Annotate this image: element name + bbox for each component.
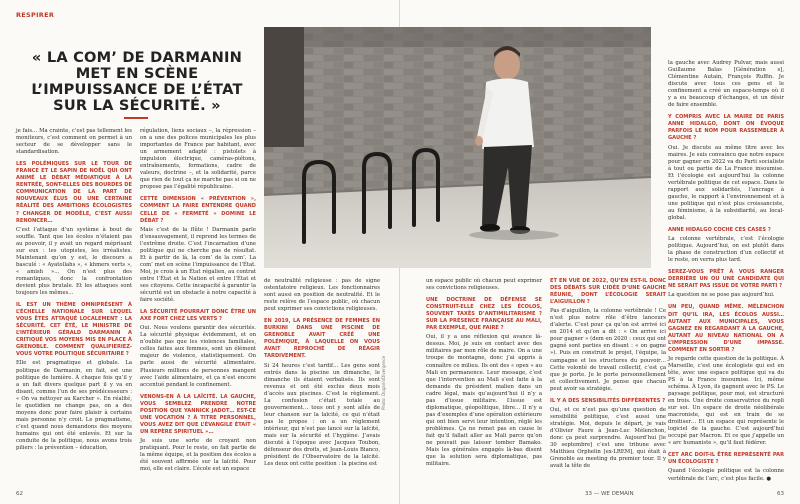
article-column-6 — [668, 60, 784, 483]
article-photo — [264, 27, 651, 268]
interview-question: SEREZ-VOUS PRÊT À VOUS RANGER DERRIÈRE UN OU UNE CANDIDATE QUI NE SERAIT PAS ISSUE DE VOTRE PARTI ? — [668, 269, 784, 290]
pull-quote-rule — [124, 117, 148, 119]
interview-question: EN 2019, LA PRÉSENCE DE FEMMES EN BURKINI DANS UNE PISCINE DE GRENOBLE AVAIT CRÉÉ UNE POLÉMIQUE, À LAQUELLE ON VOUS AVAIT REPROCHÉ DE RÉAGIR TARDIVEMENT. — [264, 318, 380, 360]
interview-question: UNE DOCTRINE DE DÉFENSE SE CONSTRUIT-ELLE CHEZ LES ÉCOLOS, SOUVENT TAXÉS D’ANTIMILITARISME ? SUR LA PRÉSENCE FRANÇAISE AU MALI, PAR EXEMPLE, QUE FAIRE ? — [426, 297, 542, 332]
paragraph: Si 24 heures c’est tardif… Les gens sont entrés dans la piscine un dimanche, le dimanche ils étaient verbalisés. Ils sont revenus et ont été exclus deux mois d’accès aux piscines. C’est le règlement. La confusion c’était totale au gouvernement… tous ont y sont allés de leur chanson sur la laïcité, ce qui n’était pas le propos : on a un règlement intérieur, qui n’est pas lancé sur la laïcité, mais sur la sécurité et l’hygiène. J’avais discuté à l’époque avec Jacques Toubon, défenseur des droits, et Jean-Louis Bianco, président de l’Observatoire de la laïcité. Les deux ont cette position : la piscine est — [264, 362, 380, 468]
article-column-3 — [264, 278, 380, 468]
paragraph: La question ne se pose pas aujourd’hui. — [668, 292, 775, 299]
interview-question: ANNE HIDALGO COCHE CES CASES ? — [668, 227, 771, 234]
page-number-right: 63 — [777, 491, 784, 497]
interview-question: IL EST UN THÈME OMNIPRÉSENT À L’ÉCHELLE NATIONALE SUR LEQUEL VOUS ÊTES ATTAQUÉ LOCALEMENT : LA SÉCURITÉ. CET ÉTÉ, LE MINISTRE DE L’INTÉRIEUR GÉRALD DARMANIN A CRITIQUÉ VOS MOYENS MIS EN PLACE À GRENOBLE. COMMENT QUALIFIERIEZ-VOUS VOTRE POLITIQUE SÉCURITAIRE ? — [16, 302, 132, 358]
paragraph: Oui, il y a une réflexion qui avance là-dessus. Moi, je suis en contact avec des militaires par mon rôle de maire. On a une troupe de montagne, donc j’ai appris à connaître ce milieu. Ils ont des « opex » au Mali en permanence. Leur message, c’est que l’intervention au Mali s’est faite à la demande du président malien dans un cadre légal, mais qu’aujourd’hui il n’y a pas d’issue militaire. L’issue est diplomatique, géopolitique, libre… Il n’y a pas d’exemples d’une opération extérieure qui ont bien servi leur intention, réglé les problèmes. Ça ne remet pas en cause le fait qu’il fallait aller au Mali parce qu’on ne pouvait pas laisser tomber Bamako. Mais les générales engagés là-bas disent que la solution sera diplomatique, pas militaire. — [426, 334, 542, 468]
paragraph: un espace public où chacun peut exprimer ses convictions religieuses. — [426, 278, 542, 292]
paragraph: Je regarde cette question de la politique. À Marseille, c’est une écologiste qui est en tête, avec une espace politique qui va du PS à la France insoumise. Ici, même schéma. À Lyon, ils gagnent avec le PS. Le paysage politique, pour moi, est structuré en trois. Une droite conservatrice du repli sur soi. Un espace de droite néolibérale macroniste, qui est en train de se droitiser… Et un espace qui représente le logiciel de la gauche. C’est aujourd’hui occupé par Macron. Et ce que j’appelle un « arc humaniste », qu’il faut fédérer. — [668, 355, 784, 447]
article-column-2 — [140, 128, 256, 473]
paragraph: Pas d’aiguillon, la colonne vertébrale ! Ce n’est plus notre rôle d’être lanceurs d’alerte. C’est pour ça qu’on est arrivé ici en 2014 et qu’on a dit : « On arrive ici pour gagner » (dem en 2020 : ceux qui ont gagné sont parties en disant : « on gagne »). Puis en construit le projet, l’équipe, la campagne et les structures du pouvoir… Cette volonté de travail collectif, c’est ça que je porte. Je le porte personnellement et collectivement. Je pense que chacun peut avoir sa stratégie. — [550, 308, 666, 392]
section-label: RESPIRER — [16, 11, 55, 19]
photo-man-walking-by-bike-racks — [264, 27, 651, 268]
interview-question: UN PEU, QUAND MÊME. MÉLENCHON DIT QU’IL IRA, LES ÉCOLOS AUSSI… AUTANT AUX MUNICIPALES, VOUS GAGNEZ EN REGARDANT À LA GAUCHE, AUTANT AU NIVEAU NATIONAL ON A L’IMPRESSION D’UNE IMPASSE. COMMENT EN SORTIR ? — [668, 304, 784, 353]
paragraph: régulation, liens sociaux –, la répression – on a une des polices municipales les plus importantes de France par habitant, avec un armement adapté : pistolets à impulsion électrique, caméras-piétons, entraînements, formations, cadre de valeurs, doctrine –, et la solidarité, parce que rien de tout ça ne marche pas si on ne propose pas l’égalité républicaine. — [140, 128, 256, 191]
interview-question: LA SÉCURITÉ POURRAIT DONC ÊTRE UN AXE FORT CHEZ LES VERTS ? — [140, 309, 256, 323]
paragraph: Je suis une sorte de croyant non pratiquant. Pour le reste, on fait partie de la même équipe, et la position des écolos a été souvent affirmée sur la laïcité. Pour moi, elle est claire. L’école est un espace — [140, 437, 256, 473]
paragraph: Oui. Je discute au même titre avec les maires. Je suis convaincu que notre espace pour gagner en 2022 va du Parti socialiste à tout ou partie de La France insoumise. Et l’écologie est aujourd’hui la colonne vertébrale politique de cet espace. Dans le rapport aux solidarités, l’ancrage à gauche, le rapport à l’environnement et à une politique qui n’est plus croissanciste, au féminisme, à la subsidiarité, au local-global. — [668, 144, 784, 221]
paragraph: la gauche avec Audrey Pulvar, mais aussi Guillaume Balas [Génération s], Clémentine Autain, François Ruffin. Je discute avec tous ces gens et le confinement a créé un espace-temps où il y a eu beaucoup d’échanges, et un désir de faire ensemble. — [668, 60, 784, 109]
article-column-4 — [426, 278, 542, 468]
interview-question: IL Y A DES SENSIBILITÉS DIFFÉRENTES ? — [550, 397, 666, 404]
paragraph: Oui, et ce n’est pas qu’une question de sensibilité politique, c’est aussi une stratégie. Moi, depuis le départ, je vais d’Olivier Faure à Jean-Luc Mélenchon, donc ça peut surprendre. Aujourd’hui [le 30 septembre] c’est une tribune avec Matthieu Orphelin [ex-LREM], qui était à Grenoble au meeting du premier tour. Il y avait la tête de — [550, 406, 666, 470]
paragraph: La colonne vertébrale, c’est l’écologie politique. Aujourd’hui, on est plutôt dans la phase de construction d’un collectif et le reste, on verra plus tard. — [668, 236, 784, 264]
center-folio: 33 — WE DEMAIN — [585, 491, 634, 497]
paragraph: Mais c’est de la flûte ! Darmanin parle d’ensauvagement, il reprend les termes de l’extrême droite. C’est l’incarnation d’une politique qui ne cherche pas de résultat. Et à partir de là, la com’ de la com’. La com’ met en scène l’impuissance de l’État. Moi, je crois à un État régalien, au contrat entre l’État et la Nation et entre l’État et ses citoyens. Cette incapacité à garantir la sécurité est un obstacle à notre capacité à faire société. — [140, 226, 256, 304]
interview-question: LES POLÉMIQUES SUR LE TOUR DE FRANCE ET LE SAPIN DE NOËL QUI ONT ANIMÉ LE DÉBAT MÉDIATIQUE À LA RENTRÉE, SONT-ELLES DES BOURDES DE COMMUNICATION DE LA PART DE NOUVEAUX ÉLUS OU UNE CERTAINE RÉALITÉ DES AMBITIONS ÉCOLOGISTES ? CHANGER DE MODÈLE, C’EST AUSSI RENONCER… — [16, 161, 133, 224]
interview-question: VENONS-EN À LA LAÏCITÉ. LA GAUCHE, VOUS SEMBLEZ PRENDRE NOTRE POSITION QUE YANNICK JADOT… EST-CE UNE VOCATION ? À TITRE PERSONNEL, VOUS AVEZ DIT QUE L’ÉVANGILE ÉTAIT « UN REPÈRE SPIRITUEL »… — [140, 393, 256, 435]
page-number-left: 62 — [16, 491, 23, 497]
article-column-5 — [550, 278, 666, 470]
paragraph: je fais… Ma crainte, c’est pas tellement les moniteurs, c’est comment on permet à un secteur de se développer sans le standardisation. — [16, 128, 132, 156]
interview-question: CET ARC DOIT-IL ÊTRE REPRÉSENTÉ PAR UN ÉCOLOGISTE ? — [668, 452, 784, 466]
photo-credit: Photo: Dugarin/Divergence — [381, 355, 386, 410]
paragraph: de neutralité religieuse : pas de signe ostentatoire religieux. Les fonctionnaires sont aussi en position de neutralité. Et le reste relève de l’espace public, où chacun peut exprimer ses convictions religieuses. — [264, 278, 380, 313]
paragraph: C’est l’attaque d’un système à bout de souffle. Tant que les écolos n’étaient pas au pouvoir, il y avait un regard méprisant sur eux : les utopistes, les irréalistes. Maintenant qu’on y est, le discours a basculé : « Ayatollahs », « khmers verts », « amish »… On n’est plus des romantiques, donc la confrontation devient plus brutale. Et les attaques sont toujours les mêmes… — [16, 226, 132, 297]
interview-question: Y COMPRIS AVEC LA MAIRE DE PARIS ANNE HIDALGO, DONT ON ÉVOQUE PARFOIS LE NOM POUR RASSEMBLER À GAUCHE ? — [668, 114, 784, 142]
pull-quote: « LA COM’ DE DARMANIN MET EN SCÈNE L’IMPUISSANCE DE L’ÉTAT SUR LA SÉCURITÉ. » — [31, 49, 243, 114]
article-column-1 — [16, 128, 132, 452]
paragraph: Elle est pragmatique et globale. La politique de Darmanin, en fait, est une politique de lumière. À chaque fois qu’il y a un fait divers quelque part il y va en disant, comme l’un de ses prédécesseurs : « On va nettoyer au Karcher ». En réalité, le quotidien ne change pas, on a des moyens donc pour faire plaisir à certains mais personne n’y croit. Le pragmatisme, c’est quand nous demandons des moyens humains qui ont été enlevés. Et sur la conduite de la politique, nous avons trois piliers : la prévention – éducation, — [16, 360, 132, 452]
paragraph: Quand l’écologie politique est la colonne vertébrale de l’arc, c’est plus facile. ● — [668, 468, 784, 482]
interview-question: ET EN VUE DE 2022, QU’EN EST-IL DONC DES DÉBATS SUR L’IDÉE D’UNE GAUCHE RÉUNIE, DONT L’ÉCOLOGIE SERAIT L’AIGUILLON ? — [550, 278, 666, 306]
interview-question: CETTE DIMENSION « PRÉVENTION », COMMENT LA FAIRE ENTENDRE QUAND CELLE DE « FERMETÉ » DOMINE LE DÉBAT ? — [140, 196, 256, 224]
paragraph: Oui. Nous voulons garantir des sécurités. La sécurité physique évidemment, et on n’oublie pas que les violences familiales, celles faites aux femmes, sont un élément majeur de violence, statistiquement. On parle aussi de sécurité alimentaire. Plusieurs millions de personnes mangent avec l’aide alimentaire, et ça n’est encore accentué pendant le confinement. — [140, 325, 256, 388]
